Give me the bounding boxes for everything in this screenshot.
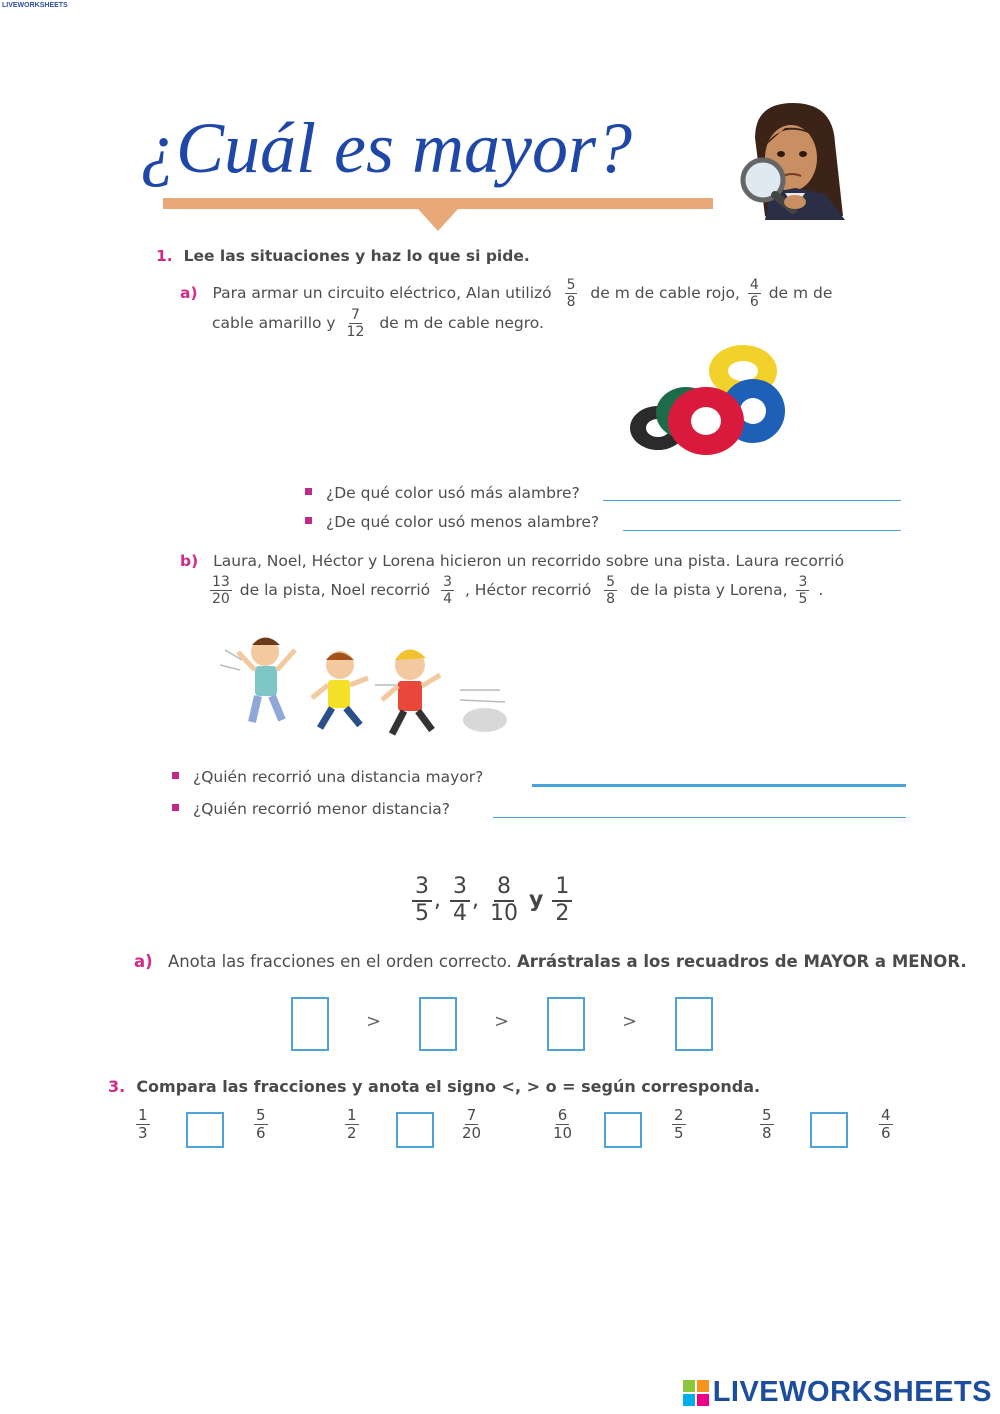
- q2-fraction-3[interactable]: $\frac{8}{10}$: [490, 874, 518, 926]
- bullet-icon: [305, 517, 312, 524]
- q3-pair-2-left: $\frac{1}{2}$: [347, 1106, 357, 1142]
- title-underline-arrow: [418, 209, 458, 231]
- bullet-icon: [172, 772, 179, 779]
- q1a-question-1: ¿De qué color usó más alambre?: [305, 484, 580, 502]
- q3-pair-3-left: $\frac{6}{10}$: [553, 1106, 573, 1142]
- q1a-question-2: ¿De qué color usó menos alambre?: [305, 513, 599, 531]
- answer-line-less-wire[interactable]: [623, 530, 901, 531]
- q1a-text2: de m de cable rojo,: [590, 284, 740, 302]
- q1b-text1: Laura, Noel, Héctor y Lorena hicieron un recorrido sobre una pista. Laura recorrió: [213, 552, 845, 570]
- q1b-text2: de la pista, Noel recorrió: [239, 581, 431, 599]
- q1b-fraction-4: $\frac{3}{5}$: [798, 574, 808, 607]
- q2-fraction-list: $\frac{3}{5}$ , $\frac{3}{4}$ , $\frac{8}{10}$ y $\frac{1}{2}$: [410, 876, 574, 925]
- q2-fraction-1[interactable]: $\frac{3}{5}$: [412, 876, 432, 925]
- q1a-text4: cable amarillo y: [212, 314, 336, 332]
- q3-instruction: Compara las fracciones y anota el signo <, > o = según corresponda.: [136, 1077, 761, 1096]
- greater-than-3: >: [622, 1011, 638, 1032]
- q2a-instruction: a) Anota las fracciones en el orden correcto. Arrástralas a los recuadros de MAYOR a MENOR.: [134, 952, 967, 971]
- answer-line-greatest-distance[interactable]: [532, 784, 906, 787]
- q1a-text5: de m de cable negro.: [379, 314, 544, 332]
- q1a-fraction-3: $\frac{7}{12}$: [346, 307, 365, 340]
- q3-pair-1-left: $\frac{1}{3}$: [138, 1106, 148, 1142]
- q1a-fraction-2: $\frac{4}{6}$: [749, 277, 759, 310]
- q2a-label: a): [134, 952, 153, 971]
- q1-heading: [156, 247, 530, 265]
- page-title: ¿Cuál es mayor?: [140, 108, 632, 188]
- title-underline: [163, 198, 713, 209]
- q3-pair-4-left: $\frac{5}{8}$: [762, 1106, 772, 1142]
- q1b-fraction-1: $\frac{13}{20}$: [212, 574, 230, 607]
- greater-than-1: >: [366, 1011, 382, 1032]
- answer-line-least-distance[interactable]: [493, 817, 906, 818]
- q1a-fraction-1: $\frac{5}{8}$: [566, 277, 576, 310]
- q3-heading: [108, 1077, 760, 1096]
- logo-icon: [683, 1380, 709, 1406]
- q1a-line1: [180, 278, 832, 309]
- q3-pair-4-right: $\frac{4}{6}$: [881, 1106, 891, 1142]
- answer-line-more-wire[interactable]: [603, 500, 901, 501]
- order-box-3[interactable]: [547, 997, 585, 1051]
- avatar-icon: [735, 98, 850, 220]
- bullet-icon: [305, 488, 312, 495]
- q2-fraction-4[interactable]: $\frac{1}{2}$: [552, 876, 572, 925]
- order-box-2[interactable]: [419, 997, 457, 1051]
- q3-sign-box-1[interactable]: [186, 1112, 224, 1148]
- q1-instruction: Lee las situaciones y haz lo que si pide.: [183, 247, 530, 265]
- q1a-text1: Para armar un circuito eléctrico, Alan utilizó: [212, 284, 552, 302]
- q3-pair-2-right: $\frac{7}{20}$: [462, 1106, 482, 1142]
- bullet-icon: [172, 804, 179, 811]
- cable-spools-image: [628, 343, 788, 455]
- q1b-question-2: ¿Quién recorrió menor distancia?: [172, 800, 450, 818]
- q1a-label: a): [180, 284, 198, 302]
- q1b-fraction-3: $\frac{5}{8}$: [606, 574, 616, 607]
- q2-fraction-2[interactable]: $\frac{3}{4}$: [450, 876, 470, 925]
- q1b-text4: de la pista y Lorena,: [630, 581, 788, 599]
- q1a-text3: de m de: [768, 284, 833, 302]
- logo-text: LIVEWORKSHEETS: [712, 1376, 992, 1408]
- q3-sign-box-2[interactable]: [396, 1112, 434, 1148]
- q1b-text3: , Héctor recorrió: [464, 581, 592, 599]
- q1a-line2: [212, 308, 544, 339]
- q3-sign-box-4[interactable]: [810, 1112, 848, 1148]
- watermark: LIVEWORKSHEETS: [2, 2, 68, 9]
- q1b-line2: [207, 575, 823, 606]
- q1b-text5: .: [818, 581, 824, 599]
- q3-number: 3.: [108, 1077, 126, 1096]
- q1-number: 1.: [156, 247, 173, 265]
- q3-sign-box-3[interactable]: [604, 1112, 642, 1148]
- running-kids-image: [220, 630, 520, 748]
- q1b-fraction-2: $\frac{3}{4}$: [443, 574, 452, 607]
- q1b-question-1: ¿Quién recorrió una distancia mayor?: [172, 768, 483, 786]
- greater-than-2: >: [494, 1011, 510, 1032]
- q1b-line1: [180, 552, 844, 570]
- order-box-4[interactable]: [675, 997, 713, 1051]
- q3-pair-3-right: $\frac{2}{5}$: [674, 1106, 684, 1142]
- q1b-label: b): [180, 552, 199, 570]
- liveworksheets-logo[interactable]: [683, 1376, 992, 1409]
- q3-pair-1-right: $\frac{5}{6}$: [256, 1106, 266, 1142]
- order-box-1[interactable]: [291, 997, 329, 1051]
